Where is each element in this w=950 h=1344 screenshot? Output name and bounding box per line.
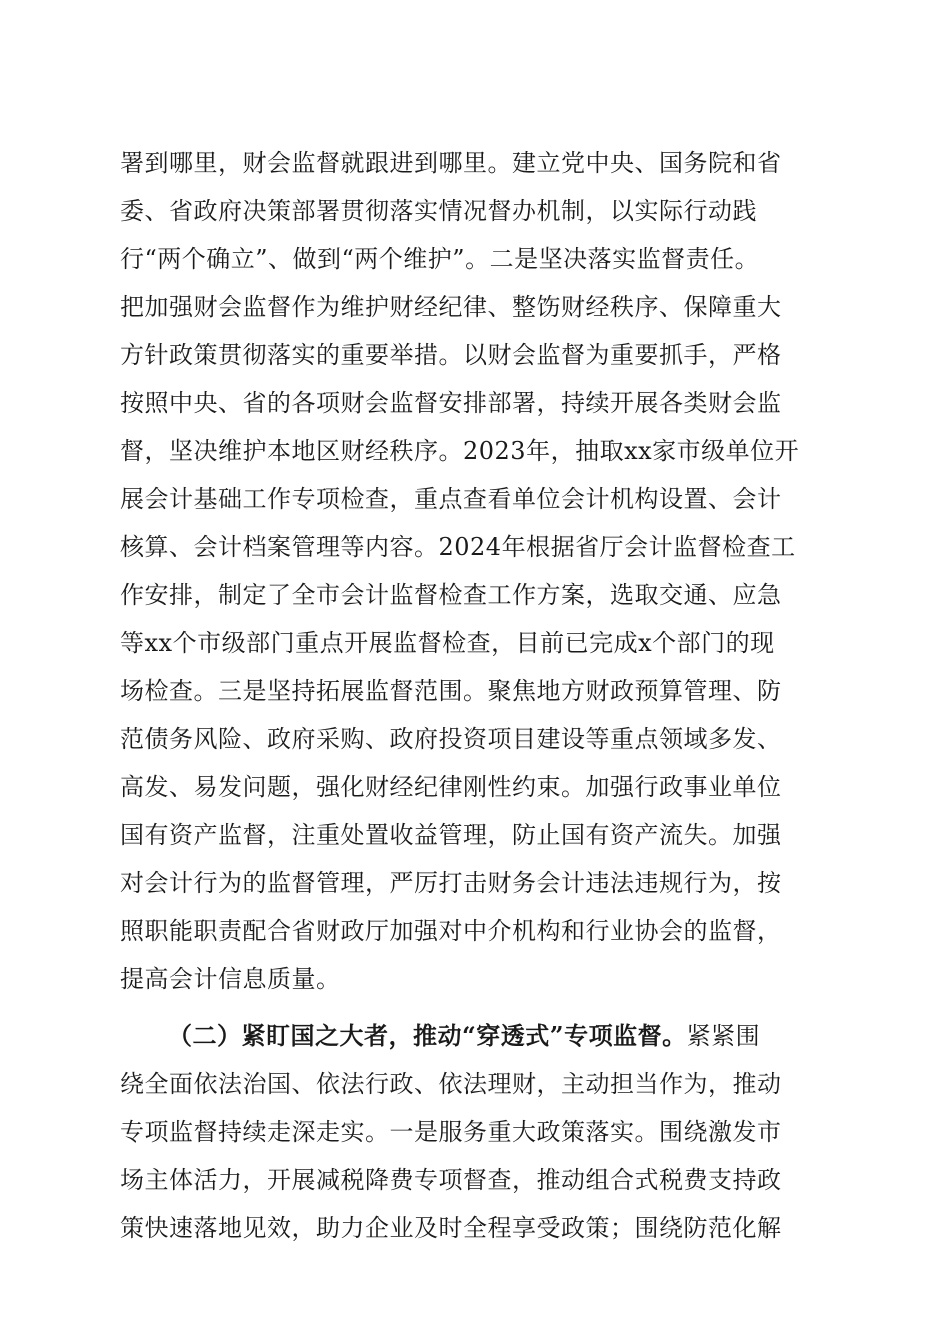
paragraph-line: 把加强财会监督作为维护财经纪律、整饬财经秩序、保障重大 <box>120 293 782 321</box>
section-heading-continuation: 紧紧围 <box>686 1022 761 1050</box>
paragraph-line: 等xx个市级部门重点开展监督检查，目前已完成x个部门的现 <box>120 629 775 657</box>
paragraph-line: 绕全面依法治国、依法行政、依法理财，主动担当作为，推动 <box>120 1070 782 1098</box>
section-heading: （二）紧盯国之大者，推动“穿透式”专项监督。 <box>168 1021 687 1050</box>
paragraph-line: 国有资产监督，注重处置收益管理，防止国有资产流失。加强 <box>120 821 782 849</box>
paragraph-line: 照职能职责配合省财政厅加强对中介机构和行业协会的监督， <box>120 917 782 945</box>
paragraph-line: 按照中央、省的各项财会监督安排部署，持续开展各类财会监 <box>120 389 782 417</box>
paragraph-line: 专项监督持续走深走实。一是服务重大政策落实。围绕激发市 <box>120 1118 782 1146</box>
paragraph-line: 策快速落地见效，助力企业及时全程享受政策；围绕防范化解 <box>120 1214 782 1242</box>
paragraph-line: 署到哪里，财会监督就跟进到哪里。建立党中央、国务院和省 <box>120 149 782 177</box>
paragraph-line: 作安排，制定了全市会计监督检查工作方案，选取交通、应急 <box>120 581 782 609</box>
paragraph-line: 场检查。三是坚持拓展监督范围。聚焦地方财政预算管理、防 <box>120 677 782 705</box>
paragraph-line: 高发、易发问题，强化财经纪律刚性约束。加强行政事业单位 <box>120 773 782 801</box>
paragraph-line: 展会计基础工作专项检查，重点查看单位会计机构设置、会计 <box>120 485 782 513</box>
paragraph-line: 方针政策贯彻落实的重要举措。以财会监督为重要抓手，严格 <box>120 341 782 369</box>
paragraph-line: 行“两个确立”、做到“两个维护”。二是坚决落实监督责任。 <box>120 245 760 273</box>
paragraph-line: 提高会计信息质量。 <box>120 965 341 993</box>
section-heading-line <box>168 1016 840 1056</box>
paragraph-line: 委、省政府决策部署贯彻落实情况督办机制，以实际行动践 <box>120 197 757 225</box>
paragraph-line: 核算、会计档案管理等内容。2024年根据省厅会计监督检查工 <box>120 533 796 561</box>
paragraph-line: 对会计行为的监督管理，严厉打击财务会计违法违规行为，按 <box>120 869 782 897</box>
paragraph-line: 督，坚决维护本地区财经秩序。2023年，抽取xx家市级单位开 <box>120 437 800 465</box>
paragraph-line: 场主体活力，开展减税降费专项督查，推动组合式税费支持政 <box>120 1166 782 1194</box>
paragraph-line: 范债务风险、政府采购、政府投资项目建设等重点领域多发、 <box>120 725 782 753</box>
